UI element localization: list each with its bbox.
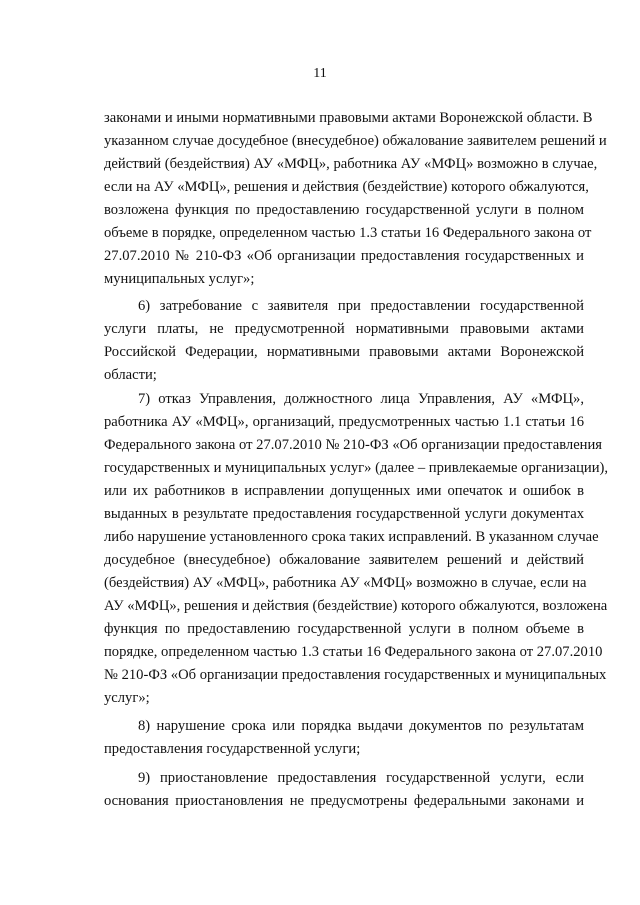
text-line: 27.07.2010 № 210-ФЗ «Об организации предоставления государственных и bbox=[104, 248, 584, 264]
text-line: АУ «МФЦ», решения и действия (бездействие) которого обжалуются, возложена bbox=[104, 598, 608, 614]
text-line: объеме в порядке, определенном частью 1.3 статьи 16 Федерального закона от bbox=[104, 225, 592, 241]
text-line: выданных в результате предоставления государственной услуги документах bbox=[104, 506, 584, 522]
text-line: услуги платы, не предусмотренной нормативными правовыми актами bbox=[104, 321, 584, 337]
text-line: порядке, определенном частью 1.3 статьи 16 Федерального закона от 27.07.2010 bbox=[104, 644, 603, 660]
text-line: государственных и муниципальных услуг» (далее – привлекаемые организации), bbox=[104, 460, 609, 476]
text-line: основания приостановления не предусмотрены федеральными законами и bbox=[104, 793, 584, 809]
text-line: или их работников в исправлении допущенных ими опечаток и ошибок в bbox=[104, 483, 584, 499]
text-line: № 210-ФЗ «Об организации предоставления государственных и муниципальных bbox=[104, 667, 607, 683]
text-line: законами и иными нормативными правовыми актами Воронежской области. В bbox=[104, 110, 593, 126]
text-line: либо нарушение установленного срока таких исправлений. В указанном случае bbox=[104, 529, 599, 545]
text-line: если на АУ «МФЦ», решения и действия (бездействие) которого обжалуются, bbox=[104, 179, 589, 195]
text-line: действий (бездействия) АУ «МФЦ», работника АУ «МФЦ» возможно в случае, bbox=[104, 156, 598, 172]
text-line: 9) приостановление предоставления государственной услуги, если bbox=[138, 770, 584, 786]
text-line: предоставления государственной услуги; bbox=[104, 741, 361, 757]
text-line: (бездействия) АУ «МФЦ», работника АУ «МФЦ» возможно в случае, если на bbox=[104, 575, 587, 591]
text-line: работника АУ «МФЦ», организаций, предусмотренных частью 1.1 статьи 16 bbox=[104, 414, 584, 430]
text-line: досудебное (внесудебное) обжалование заявителем решений и действий bbox=[104, 552, 584, 568]
text-line: функция по предоставлению государственной услуги в полном объеме в bbox=[104, 621, 584, 637]
text-line: 8) нарушение срока или порядка выдачи документов по результатам bbox=[138, 718, 584, 734]
text-line: Федерального закона от 27.07.2010 № 210-ФЗ «Об организации предоставления bbox=[104, 437, 603, 453]
text-line: области; bbox=[104, 367, 157, 383]
text-line: 6) затребование с заявителя при предоставлении государственной bbox=[138, 298, 584, 314]
text-line: услуг»; bbox=[104, 690, 150, 706]
text-line: Российской Федерации, нормативными правовыми актами Воронежской bbox=[104, 344, 584, 360]
text-line: 7) отказ Управления, должностного лица Управления, АУ «МФЦ», bbox=[138, 391, 584, 407]
text-line: муниципальных услуг»; bbox=[104, 271, 255, 287]
page-number: 11 bbox=[313, 66, 327, 81]
text-line: возложена функция по предоставлению государственной услуги в полном bbox=[104, 202, 584, 218]
text-line: указанном случае досудебное (внесудебное) обжалование заявителем решений и bbox=[104, 133, 607, 149]
